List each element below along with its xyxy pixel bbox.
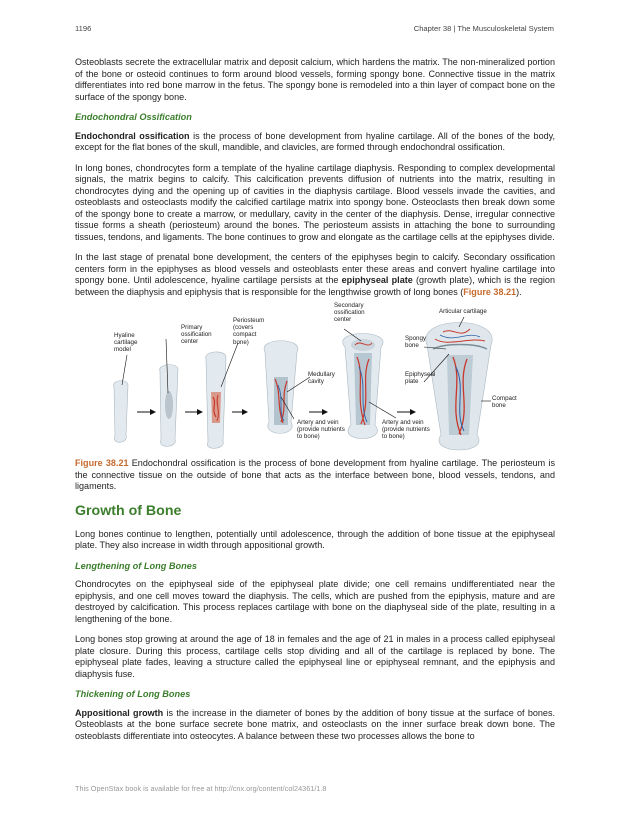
- endochondral-paragraph-2: In long bones, chondrocytes form a template of the hyaline cartilage diaphysis. Responding to complex developmental signals, the matrix begins to calcify. This calcification prevents diffusion of nutrients into the matrix, resulting in chondrocytes dying and the opening up of cavities in the diaphysis cartilage. Blood vessels invade the cavities, and osteoblasts and osteoclasts modify the calcified cartilage matrix into spongy bone. Osteoclasts then break down some of the spongy bone to create a marrow, or medullary, cavity in the center of the diaphysis. Dense, irregular connective tissue forms a sheath (periosteum) around the bones. The periosteum assists in attaching the bone to surrounding tissues, tendons, and ligaments. The bone continues to grow and elongate as the cartilage cells at the epiphyses divide.: [75, 162, 555, 242]
- lengthening-heading: Lengthening of Long Bones: [75, 560, 197, 571]
- stage-3-vascular-invasion: [206, 352, 226, 448]
- endochondral-term: Endochondral ossification: [75, 130, 190, 141]
- figure-link[interactable]: Figure 38.21: [463, 286, 517, 297]
- label-articular-cartilage: Articular cartilage: [439, 308, 487, 315]
- lengthening-paragraph-2: Long bones stop growing at around the age of 18 in females and the age of 21 in males in a process called epiphyseal plate closure. During this process, cartilage cells stop dividing and all of the cartilage is replaced by bone. The epiphyseal plate fades, leaving a structure called the epiphyseal line or epiphyseal remnant, and the epiphysis and diaphysis fuse.: [75, 634, 555, 679]
- label-secondary-ossification-center: Secondary ossification center: [334, 302, 365, 324]
- epiphyseal-plate-term: epiphyseal plate: [341, 275, 413, 285]
- endochondral-paragraph-1: Endochondral ossification is the process of bone development from hyaline cartilage. All of the bones of the body, except for the flat bones of the skull, mandible, and clavicles, are formed through endochondral ossification.: [75, 130, 555, 152]
- page-content: [75, 57, 555, 751]
- label-compact-bone: Compact bone: [492, 395, 517, 410]
- label-hyaline-cartilage-model: Hyaline cartilage model: [114, 332, 138, 354]
- page-number: 1196: [75, 24, 92, 33]
- appositional-growth-term: Appositional growth: [75, 707, 164, 718]
- label-spongy-bone: Spongy bone: [405, 335, 426, 350]
- chapter-header: Chapter 38 | The Musculoskeletal System: [413, 24, 554, 33]
- label-artery-and-vein-1: Artery and vein (provide nutrients to bone): [297, 419, 345, 441]
- stage-6-mature-bone: [426, 323, 492, 451]
- endochondral-figure: [75, 302, 555, 455]
- endochondral-heading: Endochondral Ossification: [75, 112, 192, 122]
- endochondral-paragraph-3: In the last stage of prenatal bone development, the centers of the epiphyses begin to calcify. Secondary ossification centers form in the epiphyses as blood vessels and osteoblasts enter these areas and convert hyaline cartilage into spongy bone. Until adolescence, hyaline cartilage persists at the epiphyseal plate (growth plate), which is the region between the diaphysis and epiphysis that is responsible for the lengthwise growth of long bones (Figure 38.21).: [75, 252, 555, 297]
- label-artery-and-vein-2: Artery and vein (provide nutrients to bone): [382, 419, 430, 441]
- label-periosteum: Periosteum (covers compact bone): [233, 317, 265, 346]
- thickening-paragraph: Appositional growth is the increase in the diameter of bones by the addition of bony tissue at the surface of bones. Osteoblasts at the bone surface secrete bone matrix, and osteoclasts on the inner surface break down bone. The osteoblasts differentiate into osteocytes. A balance between these two processes allows the bone to: [75, 707, 555, 741]
- figure-caption-label: Figure 38.21: [75, 458, 129, 468]
- stage-2-primary-center: [160, 365, 178, 447]
- label-epiphyseal-plate: Epiphyseal plate: [405, 371, 436, 386]
- figure-caption: Figure 38.21 Endochondral ossification is the process of bone development from hyaline cartilage. The periosteum is the connective tissue on the outside of bone that acts as the interface between bone, blood vessels, tendons, and ligaments.: [75, 458, 555, 491]
- stage-4-medullary-cavity: [264, 341, 298, 434]
- thickening-heading: Thickening of Long Bones: [75, 689, 191, 699]
- footer-note: This OpenStax book is available for free at http://cnx.org/content/col24361/1.8: [75, 784, 327, 793]
- growth-paragraph-1: Long bones continue to lengthen, potentially until adolescence, through the addition of bone tissue at the epiphyseal plate. They also increase in width through appositional growth.: [75, 528, 555, 550]
- lengthening-paragraph-1: Chondrocytes on the epiphyseal side of the epiphyseal plate divide; one cell remains undifferentiated near the epiphysis, and one cell moves toward the diaphysis. The cells, which are pushed from the epiphysis, mature and are destroyed by calcification. This process replaces cartilage with bone on the diaphyseal side of the plate, resulting in a lengthening of the bone.: [75, 579, 555, 624]
- label-primary-ossification-center: Primary ossification center: [181, 324, 212, 346]
- intro-paragraph: Osteoblasts secrete the extracellular matrix and deposit calcium, which hardens the matrix. The non-mineralized portion of the bone or osteoid continues to form around blood vessels, forming spongy bone. Connective tissue in the matrix differentiates into red bone marrow in the fetus. The spongy bone is remodeled into a thin layer of compact bone on the surface of the spongy bone.: [75, 57, 555, 102]
- label-medullary-cavity: Medullary cavity: [308, 371, 335, 386]
- stage-5-secondary-centers: [343, 334, 383, 439]
- stage-1-cartilage-model: [114, 381, 128, 443]
- growth-heading: Growth of Bone: [75, 502, 182, 519]
